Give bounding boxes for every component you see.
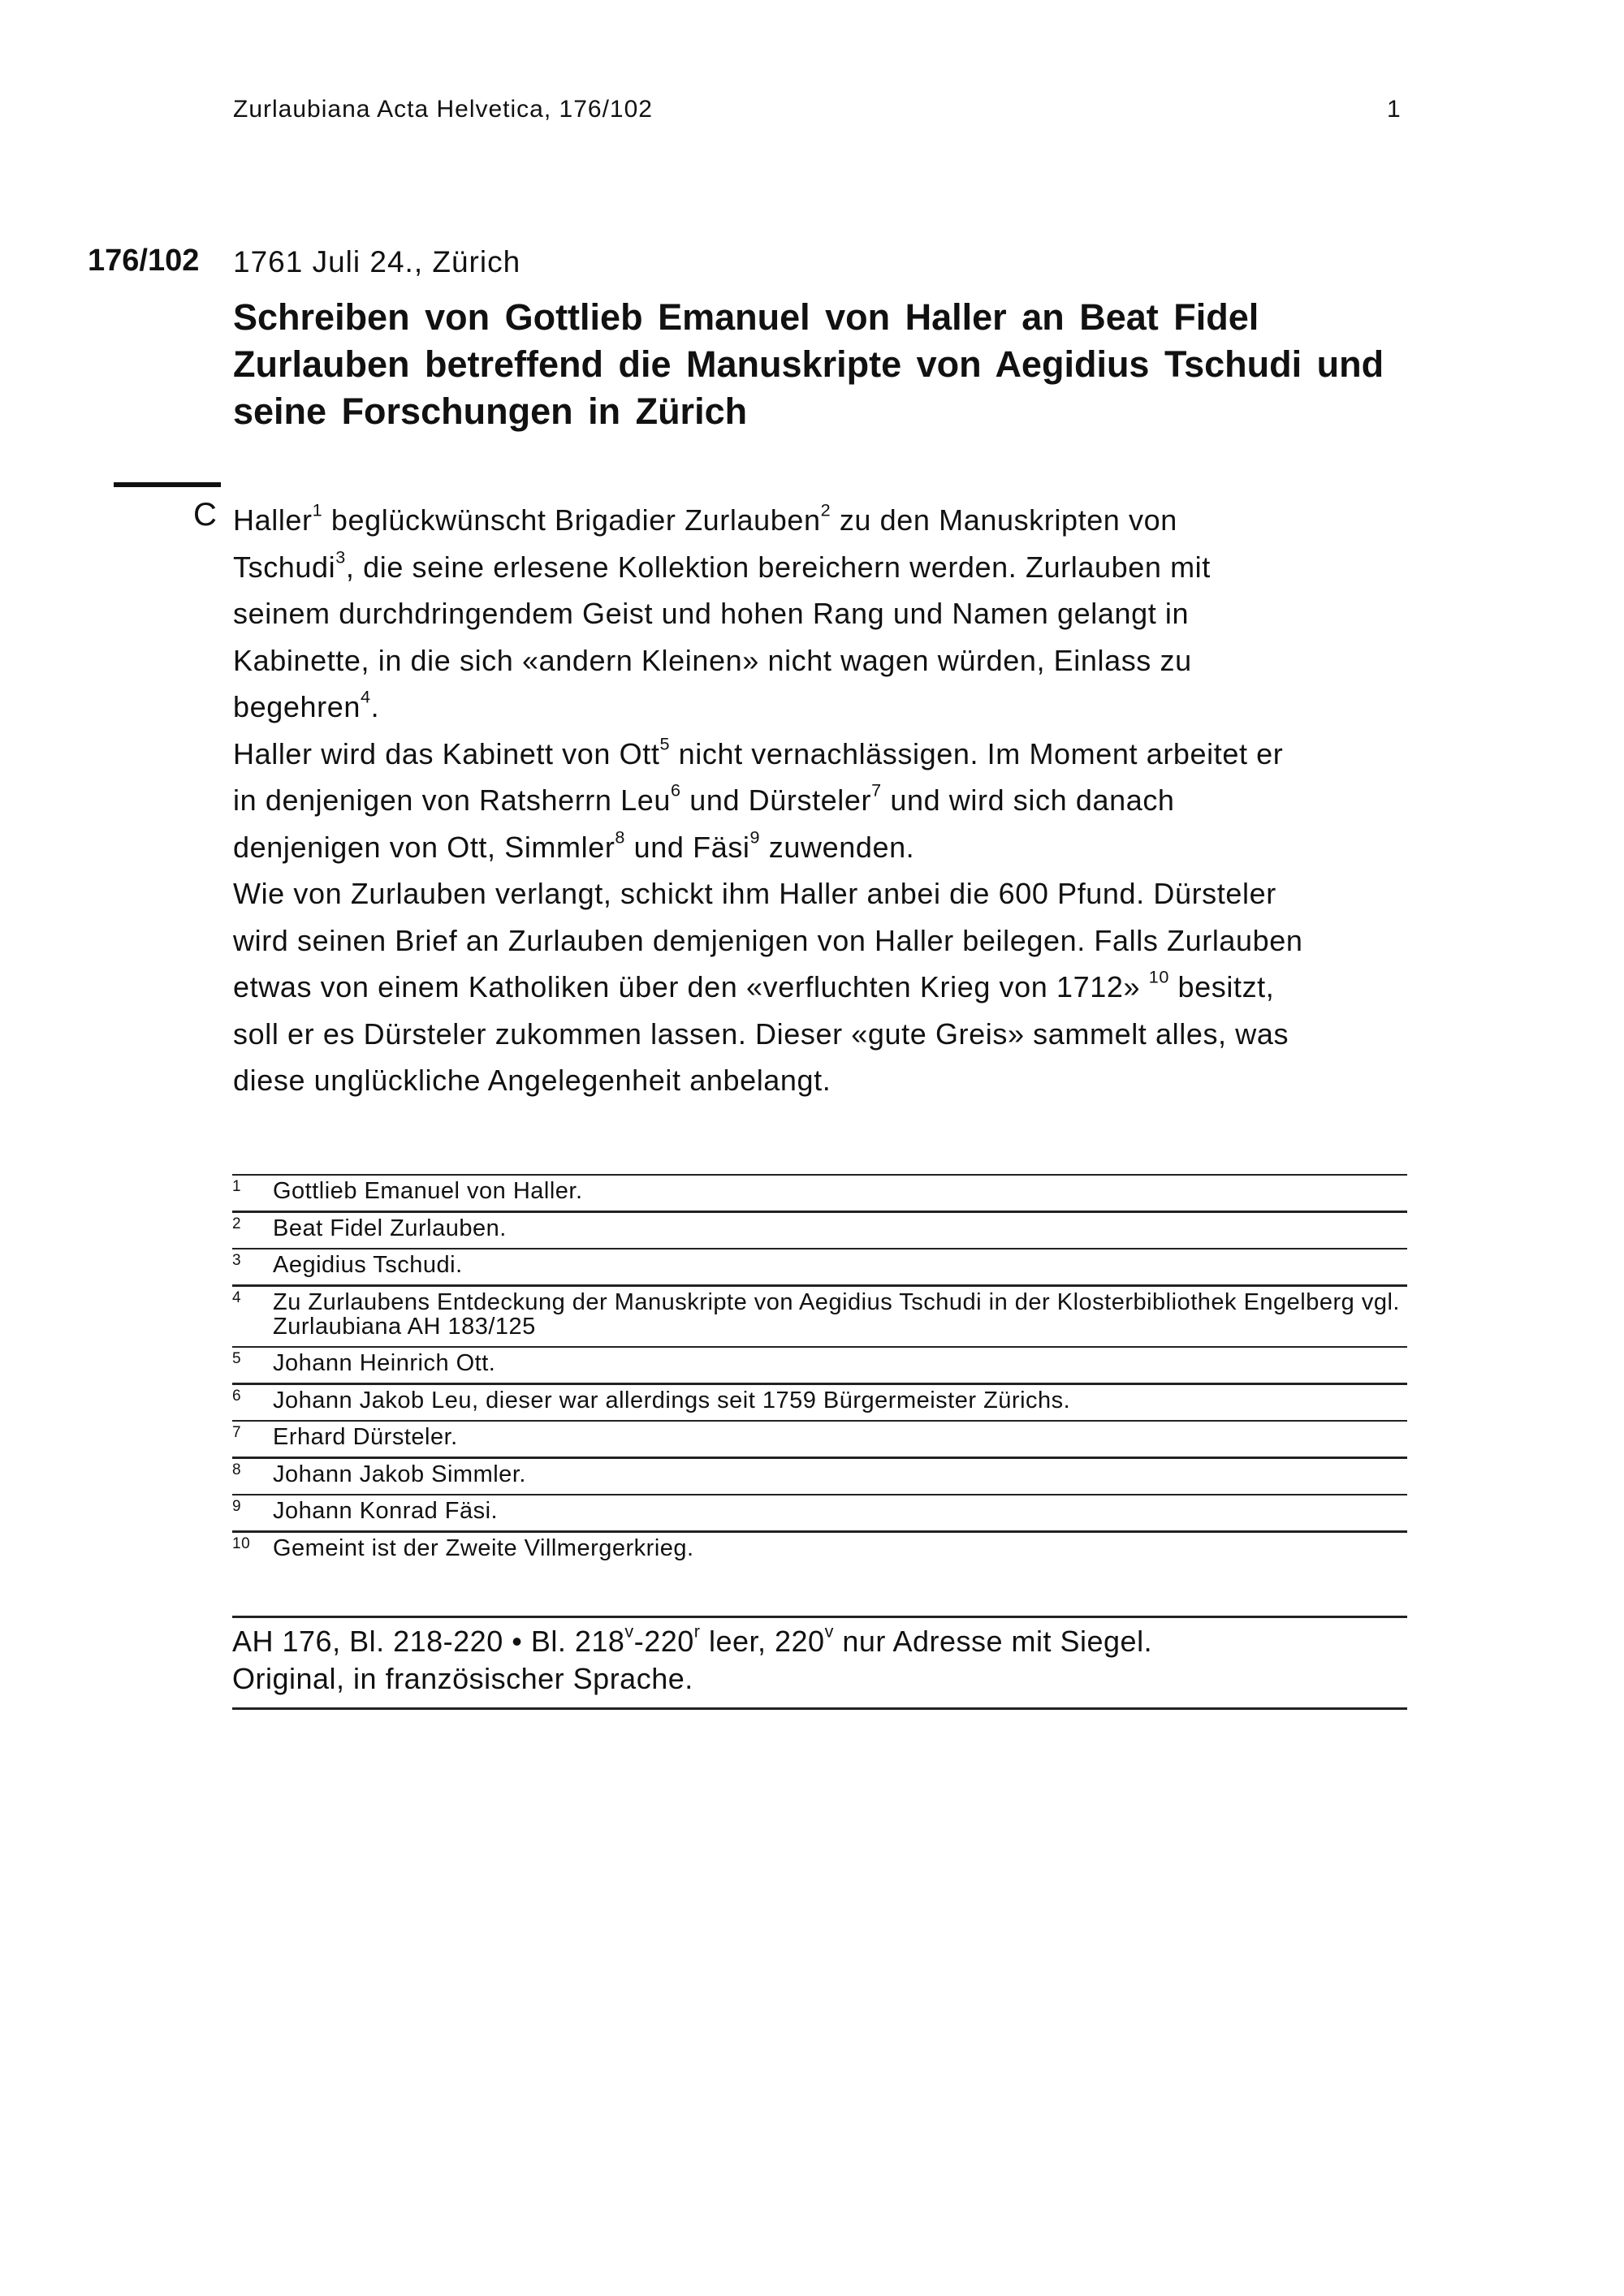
footnote-ref[interactable]: 1: [312, 499, 323, 520]
footnote-ref[interactable]: 9: [749, 826, 761, 848]
footnote-ref[interactable]: v: [624, 1621, 634, 1642]
text-segment: Haller: [233, 503, 313, 537]
footnote-number: 5: [232, 1350, 242, 1367]
title-line: seine Forschungen in Zürich: [233, 391, 748, 432]
document-date-place: 1761 Juli 24., Zürich: [233, 245, 521, 278]
text-segment: und Dürsteler: [680, 783, 872, 817]
text-segment: Tschudi: [233, 550, 336, 584]
text-segment: Kabinette, in die sich «andern Kleinen» nicht wagen würden, Einlass zu: [233, 643, 1192, 677]
document-title: [233, 294, 1410, 435]
footnote-text: Johann Konrad Fäsi.: [273, 1498, 499, 1524]
footnote-text: Erhard Dürsteler.: [273, 1424, 458, 1450]
body-line: [233, 497, 1419, 544]
source-line: [232, 1623, 1407, 1660]
body-line: [233, 964, 1419, 1011]
footnote-ref[interactable]: 4: [360, 686, 371, 707]
footnote-ref[interactable]: 5: [659, 733, 671, 754]
footnote-number: 2: [232, 1215, 242, 1232]
body-line: [233, 1057, 1419, 1104]
page-number: 1: [1387, 96, 1401, 123]
text-segment: und wird sich danach: [881, 783, 1175, 817]
footnote-text: Johann Heinrich Ott.: [273, 1350, 496, 1376]
body-line: [233, 1011, 1419, 1058]
footnote-number: 9: [232, 1498, 242, 1515]
text-segment: etwas von einem Katholiken über den «verfluchten Krieg von 1712»: [233, 970, 1149, 1003]
text-segment: nur Adresse mit Siegel.: [833, 1625, 1153, 1658]
text-segment: denjenigen von Ott, Simmler: [233, 830, 615, 864]
footnote: [232, 1284, 1407, 1346]
footnote-number: 6: [232, 1388, 242, 1405]
body-line: [233, 917, 1419, 965]
body-line: [233, 544, 1419, 591]
text-segment: besitzt,: [1168, 970, 1275, 1003]
source-line: Original, in französischer Sprache.: [232, 1662, 693, 1695]
footnote-ref[interactable]: 8: [615, 826, 626, 848]
footnote-number: 3: [232, 1252, 242, 1269]
document-id: 176/102: [88, 244, 200, 278]
footnote: [232, 1174, 1407, 1211]
footnote-ref[interactable]: r: [693, 1621, 701, 1642]
footnote-number: 10: [232, 1535, 251, 1552]
source-info: [232, 1616, 1407, 1710]
body-line: [233, 731, 1419, 778]
footnote: [232, 1383, 1407, 1420]
body-line: [233, 870, 1419, 917]
footnote-text: Gottlieb Emanuel von Haller.: [273, 1178, 583, 1204]
text-segment: nicht vernachlässigen. Im Moment arbeitet er: [670, 736, 1284, 770]
body-line: [233, 590, 1419, 637]
text-segment: soll er es Dürsteler zukommen lassen. Dieser «gute Greis» sammelt alles, was: [233, 1016, 1289, 1051]
body-line: [233, 824, 1419, 871]
text-segment: in denjenigen von Ratsherrn Leu: [233, 783, 671, 817]
footnote-number: 4: [232, 1289, 242, 1306]
text-segment: .: [370, 690, 380, 723]
text-segment: AH 176, Bl. 218-220 • Bl. 218: [232, 1625, 625, 1658]
footnote: [232, 1248, 1407, 1284]
footnote-text: Beat Fidel Zurlauben.: [273, 1215, 507, 1241]
text-segment: , die seine erlesene Kollektion bereichern werden. Zurlauben mit: [345, 550, 1211, 584]
footnote-ref[interactable]: 2: [820, 499, 831, 520]
text-segment: leer, 220: [700, 1625, 825, 1658]
footnote-text: Gemeint ist der Zweite Villmergerkrieg.: [273, 1535, 694, 1561]
body-line: [233, 637, 1419, 684]
footnote-text: Zu Zurlaubens Entdeckung der Manuskripte von Aegidius Tschudi in der Klosterbibliothek Engelberg vgl. Zurlaubiana AH 183/125: [273, 1289, 1400, 1340]
text-segment: beglückwünscht Brigadier Zurlauben: [322, 503, 821, 537]
text-segment: Haller wird das Kabinett von Ott: [233, 736, 660, 770]
body-line: [233, 777, 1419, 824]
footnote-text: Johann Jakob Leu, dieser war allerdings seit 1759 Bürgermeister Zürichs.: [273, 1388, 1071, 1413]
footnote-ref[interactable]: v: [824, 1621, 834, 1642]
title-line: Schreiben von Gottlieb Emanuel von Haller an Beat Fidel: [233, 296, 1259, 338]
footnote: [232, 1346, 1407, 1383]
footnote-number: 1: [232, 1178, 242, 1195]
footnote: [232, 1530, 1407, 1568]
text-segment: zuwenden.: [760, 830, 915, 864]
footnotes: [232, 1174, 1407, 1568]
footnote: [232, 1494, 1407, 1530]
section-rule: [114, 482, 221, 487]
footnote-text: Aegidius Tschudi.: [273, 1252, 463, 1278]
text-segment: wird seinen Brief an Zurlauben demjenigen von Haller beilegen. Falls Zurlauben: [233, 923, 1303, 957]
footnote-ref[interactable]: 10: [1148, 966, 1169, 987]
text-segment: seinem durchdringendem Geist und hohen Rang und Namen gelangt in: [233, 597, 1190, 630]
text-segment: begehren: [233, 690, 361, 723]
body-line: [233, 684, 1419, 731]
footnote-ref[interactable]: 7: [871, 779, 882, 801]
footnote: [232, 1457, 1407, 1494]
running-head: Zurlaubiana Acta Helvetica, 176/102: [233, 96, 653, 123]
footnote-ref[interactable]: 6: [670, 779, 681, 801]
footnote-ref[interactable]: 3: [335, 546, 346, 568]
footnote-number: 8: [232, 1461, 242, 1478]
text-segment: -220: [633, 1625, 694, 1658]
text-segment: zu den Manuskripten von: [831, 503, 1177, 537]
footnote: [232, 1211, 1407, 1248]
footnote-number: 7: [232, 1424, 242, 1441]
title-line: Zurlauben betreffend die Manuskripte von Aegidius Tschudi und: [233, 343, 1384, 385]
footnote: [232, 1420, 1407, 1457]
summary-marker: C: [193, 497, 217, 533]
summary-body: [233, 497, 1419, 1104]
text-segment: diese unglückliche Angelegenheit anbelangt.: [233, 1064, 831, 1097]
text-segment: und Fäsi: [625, 830, 750, 864]
footnote-text: Johann Jakob Simmler.: [273, 1461, 526, 1487]
text-segment: Wie von Zurlauben verlangt, schickt ihm Haller anbei die 600 Pfund. Dürsteler: [233, 877, 1276, 910]
